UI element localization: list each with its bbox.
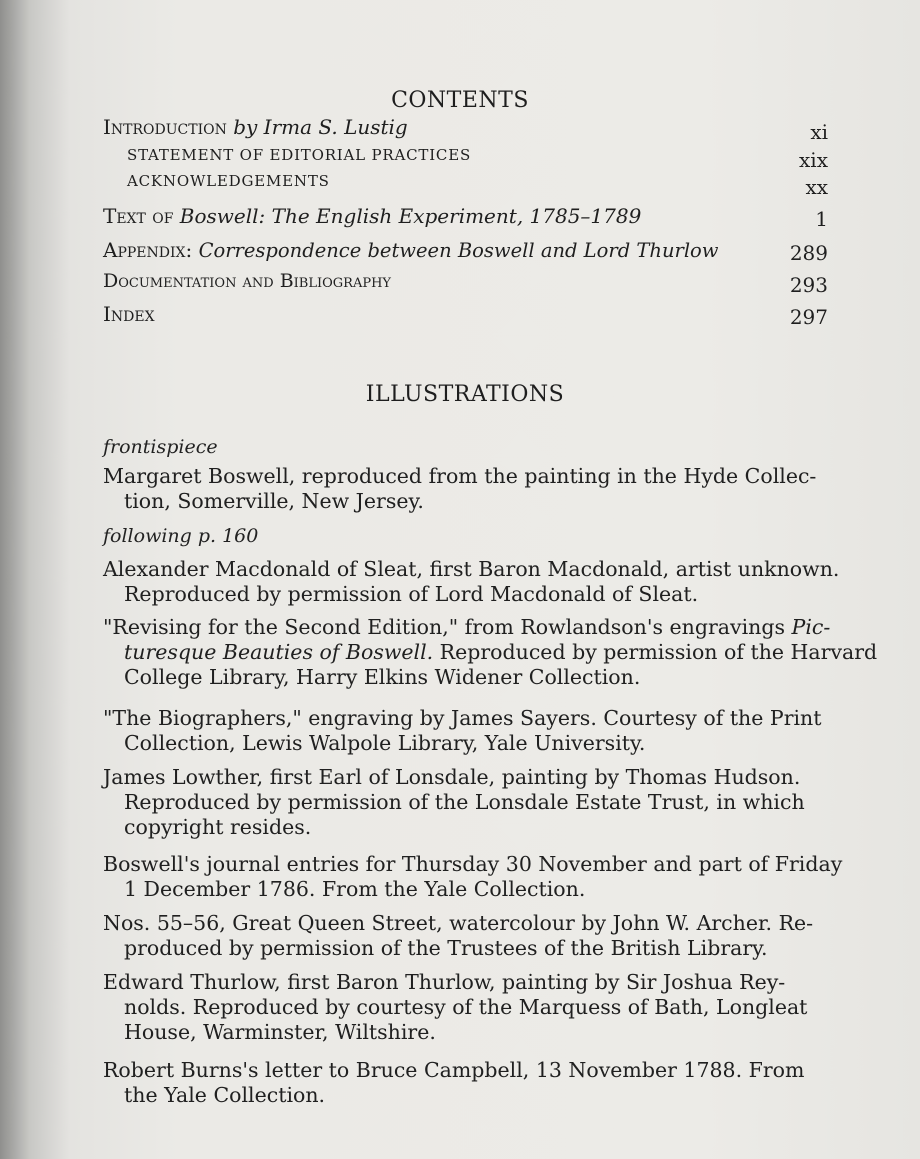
illustrations-heading: ILLUSTRATIONS [365,382,565,407]
toc-entry-documentation [103,270,828,298]
contents-heading: CONTENTS [391,88,529,113]
entry-line: Nos. 55–56, Great Queen Street, watercolour by John W. Archer. Re- [103,911,814,935]
toc-entry-appendix [103,238,828,266]
toc-entry-label: ACKNOWLEDGEMENTS [127,172,330,190]
illustration-entry [103,706,820,756]
toc-entry-label: Index [103,302,155,326]
entry-title: Beauties of Boswell. [222,640,434,664]
entry-line: Boswell's journal entries for Thursday 30 November and part of Friday [103,852,843,876]
entry-line: tion, Somerville, New Jersey. [124,489,424,513]
toc-entry-editorial-practices [127,146,828,172]
toc-entry-page: xi [810,120,828,144]
toc-entry-page: 1 [815,207,828,231]
toc-entry-label: Text of [103,204,174,228]
illustration-entry [103,911,820,961]
illustration-entry [103,557,840,607]
toc-entry-text [103,204,828,232]
group-label-frontispiece: frontispiece [103,436,218,458]
entry-text: Reproduced by permission of the Harvard [433,640,878,664]
entry-line: Collection, Lewis Walpole Library, Yale University. [124,731,646,755]
entry-line: Margaret Boswell, reproduced from the painting in the Hyde Collec- [103,464,817,488]
entry-line: Alexander Macdonald of Sleat, first Baron Macdonald, artist unknown. [103,557,840,581]
entry-line: 1 December 1786. From the Yale Collection. [124,877,586,901]
entry-line: James Lowther, first Earl of Lonsdale, painting by Thomas Hudson. [103,765,801,789]
entry-line: House, Warminster, Wiltshire. [124,1020,436,1044]
toc-entry-label: Appendix: [103,238,193,262]
entry-title: turesque [124,640,217,664]
entry-line [103,640,878,665]
entry-line: Edward Thurlow, first Baron Thurlow, painting by Sir Joshua Rey- [103,970,786,994]
toc-entry-page: 293 [789,273,828,297]
toc-entry-title: Boswell: The English Experiment, 1785–1789 [179,204,642,228]
toc-entry-label: Introduction [103,115,227,139]
toc-entry-page: 289 [789,241,828,265]
toc-entry-title: Correspondence between Boswell and Lord Thurlow [198,239,719,262]
entry-line: Reproduced by permission of the Lonsdale Estate Trust, in which [124,790,805,814]
illustration-entry [103,970,820,1045]
entry-line: Reproduced by permission of Lord Macdonald of Sleat. [124,582,699,606]
toc-entry-page: xix [799,148,828,172]
entry-line [103,615,831,640]
toc-entry-page: xx [805,175,828,199]
illustration-entry [103,464,820,514]
entry-title: Pic- [791,615,831,639]
entry-line: the Yale Collection. [124,1083,326,1107]
toc-entry-label: Documentation and Bibliography [103,270,392,292]
group-label-following: following p. 160 [103,525,259,547]
entry-text: "Revising for the Second Edition," from Rowlandson's engravings [103,615,785,639]
entry-line: nolds. Reproduced by courtesy of the Marquess of Bath, Longleat [124,995,808,1019]
toc-entry-page: 297 [789,305,828,329]
entry-line: "The Biographers," engraving by James Sayers. Courtesy of the Print [103,706,822,730]
toc-entry-introduction [103,115,828,144]
illustration-entry [103,765,820,840]
entry-line: Robert Burns's letter to Bruce Campbell, 13 November 1788. From [103,1058,805,1082]
toc-entry-acknowledgements [127,172,828,198]
illustration-entry [103,615,878,690]
entry-line: produced by permission of the Trustees of the British Library. [124,936,768,960]
toc-entry-label: STATEMENT OF EDITORIAL PRACTICES [127,146,472,164]
entry-line: copyright resides. [124,815,312,839]
illustration-entry [103,1058,820,1108]
toc-entry-index [103,302,828,330]
entry-line: College Library, Harry Elkins Widener Collection. [124,665,641,689]
toc-entry-author: by Irma S. Lustig [233,115,408,139]
illustration-entry [103,852,843,902]
